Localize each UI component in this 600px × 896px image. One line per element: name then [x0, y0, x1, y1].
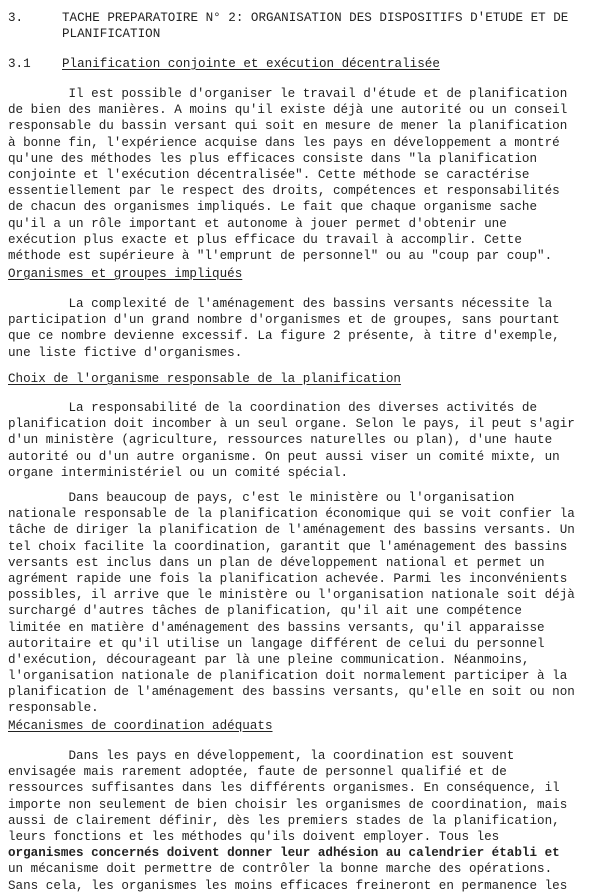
text-line: agrément rapide une fois la planification achevée. Parmi les inconvénients	[8, 571, 568, 586]
text-line: un mécanisme doit permettre de contrôler la bonne marche des opérations.	[8, 862, 553, 877]
text-line: conjointe et l'exécution décentralisée". Cette méthode se caractérise	[8, 167, 530, 182]
text-line: Dans les pays en développement, la coordination est souvent	[8, 749, 515, 763]
text-line: La responsabilité de la coordination des diverses activités de	[8, 401, 538, 415]
text-line: planification de l'aménagement des bassins versants, qu'elle en soit ou non	[8, 685, 575, 700]
section-3-1-heading	[8, 56, 594, 72]
text-line: Sans cela, les organismes les moins efficaces freineront en permanence les	[8, 878, 568, 893]
text-line: à bonne fin, l'expérience acquise dans les pays en développement a montré	[8, 135, 560, 150]
text-line: autoritaire et qu'il utilise un langage différent de celui du personnel	[8, 636, 545, 651]
text-line: l'organisation nationale de planification doit normalement participer à la	[8, 669, 568, 684]
text-line: aussi de clairement définir, dès les premiers stades de la planification,	[8, 813, 560, 828]
section-3-1-number: 3.1	[8, 57, 31, 71]
text-line: responsable du bassin versant qui soit en mesure de mener la planification	[8, 119, 568, 134]
text-line: tel choix facilite la coordination, garantit que l'aménagement des bassins	[8, 539, 568, 554]
text-line: envisagée mais rarement adoptée, faute de personnel qualifié et de	[8, 765, 507, 780]
text-line: exécution plus exacte et plus efficace du travail à accomplir. Cette	[8, 232, 522, 247]
text-line: organismes concernés doivent donner leur adhésion au calendrier établi et	[8, 846, 560, 861]
subheading-organisms: Organismes et groupes impliqués	[8, 267, 243, 281]
text-line: autorité ou d'un autre organisme. On peut aussi viser un comité mixte, un	[8, 449, 560, 464]
subheading-choice: Choix de l'organisme responsable de la planification	[8, 372, 401, 386]
text-line: de chacun des organismes impliqués. Le fait que chaque organisme sache	[8, 200, 538, 215]
text-line: que ce nombre devienne excessif. La figure 2 présente, à titre d'exemple,	[8, 329, 560, 344]
text-line: qu'il a un rôle important et autonome à jouer permet d'obtenir une	[8, 216, 507, 231]
text-line: La complexité de l'aménagement des bassins versants nécessite la	[8, 297, 553, 311]
text-line: d'un ministère (agriculture, ressources naturelles ou plan), d'une haute	[8, 433, 553, 448]
text-line: organe interministériel ou un comité spécial.	[8, 465, 349, 480]
text-line: leurs fonctions et les méthodes qu'ils doivent employer. Tous les	[8, 829, 500, 844]
text-line: ressources suffisantes dans les différents organismes. En conséquence, il	[8, 781, 560, 796]
text-line: de bien des manières. A moins qu'il existe déjà une autorité ou un conseil	[8, 103, 568, 118]
text-line: qu'une des méthodes les plus efficaces consiste dans "la planification	[8, 151, 538, 166]
text-line: limitée en matière d'aménagement des bassins versants, qu'il apparaisse	[8, 620, 545, 635]
text-line: nationale responsable de la planification économique qui se voit confier la	[8, 507, 575, 522]
paragraph-organisms	[8, 296, 588, 361]
paragraph-intro	[8, 86, 588, 264]
section-3-title-line2: PLANIFICATION	[62, 27, 161, 41]
paragraph-ministry	[8, 490, 588, 717]
text-line: possibles, il arrive que le ministère ou l'organisation nationale soit déjà	[8, 588, 575, 603]
text-line: méthode est supérieure à "l'emprunt de personnel" ou au "coup par coup".	[8, 248, 553, 263]
subheading-mechanisms: Mécanismes de coordination adéquats	[8, 719, 273, 733]
text-line: planification doit incomber à un seul organe. Selon le pays, il peut s'agir	[8, 417, 575, 432]
text-line: importe non seulement de bien choisir les organismes de coordination, mais	[8, 797, 568, 812]
paragraph-choice	[8, 400, 588, 481]
text-line: une liste fictive d'organismes.	[8, 345, 243, 360]
text-line: d'exécution, décourageant par là une pleine communication. Néanmoins,	[8, 652, 530, 667]
paragraph-mechanisms	[8, 748, 588, 894]
text-line: tâche de diriger la planification de l'aménagement des bassins versants. Un	[8, 523, 575, 538]
section-3-heading	[8, 10, 594, 26]
text-line: responsable.	[8, 701, 99, 716]
text-line: participation d'un grand nombre d'organismes et de groupes, sans pourtant	[8, 313, 560, 328]
section-3-title-line1: TACHE PREPARATOIRE N° 2: ORGANISATION DES DISPOSITIFS D'ETUDE ET DE	[62, 11, 569, 25]
text-line: versants est inclus dans un plan de développement national et permet un	[8, 555, 545, 570]
section-3-heading-cont	[8, 26, 594, 42]
text-line: essentiellement par le respect des droits, compétences et responsabilités	[8, 184, 560, 199]
section-3-number: 3.	[8, 11, 24, 25]
section-3-1-title: Planification conjointe et exécution décentralisée	[62, 57, 440, 71]
text-line: Dans beaucoup de pays, c'est le ministère ou l'organisation	[8, 491, 515, 505]
text-line: surchargé d'autres tâches de planification, qu'il ait une compétence	[8, 604, 522, 619]
text-line: Il est possible d'organiser le travail d'étude et de planification	[8, 87, 568, 101]
